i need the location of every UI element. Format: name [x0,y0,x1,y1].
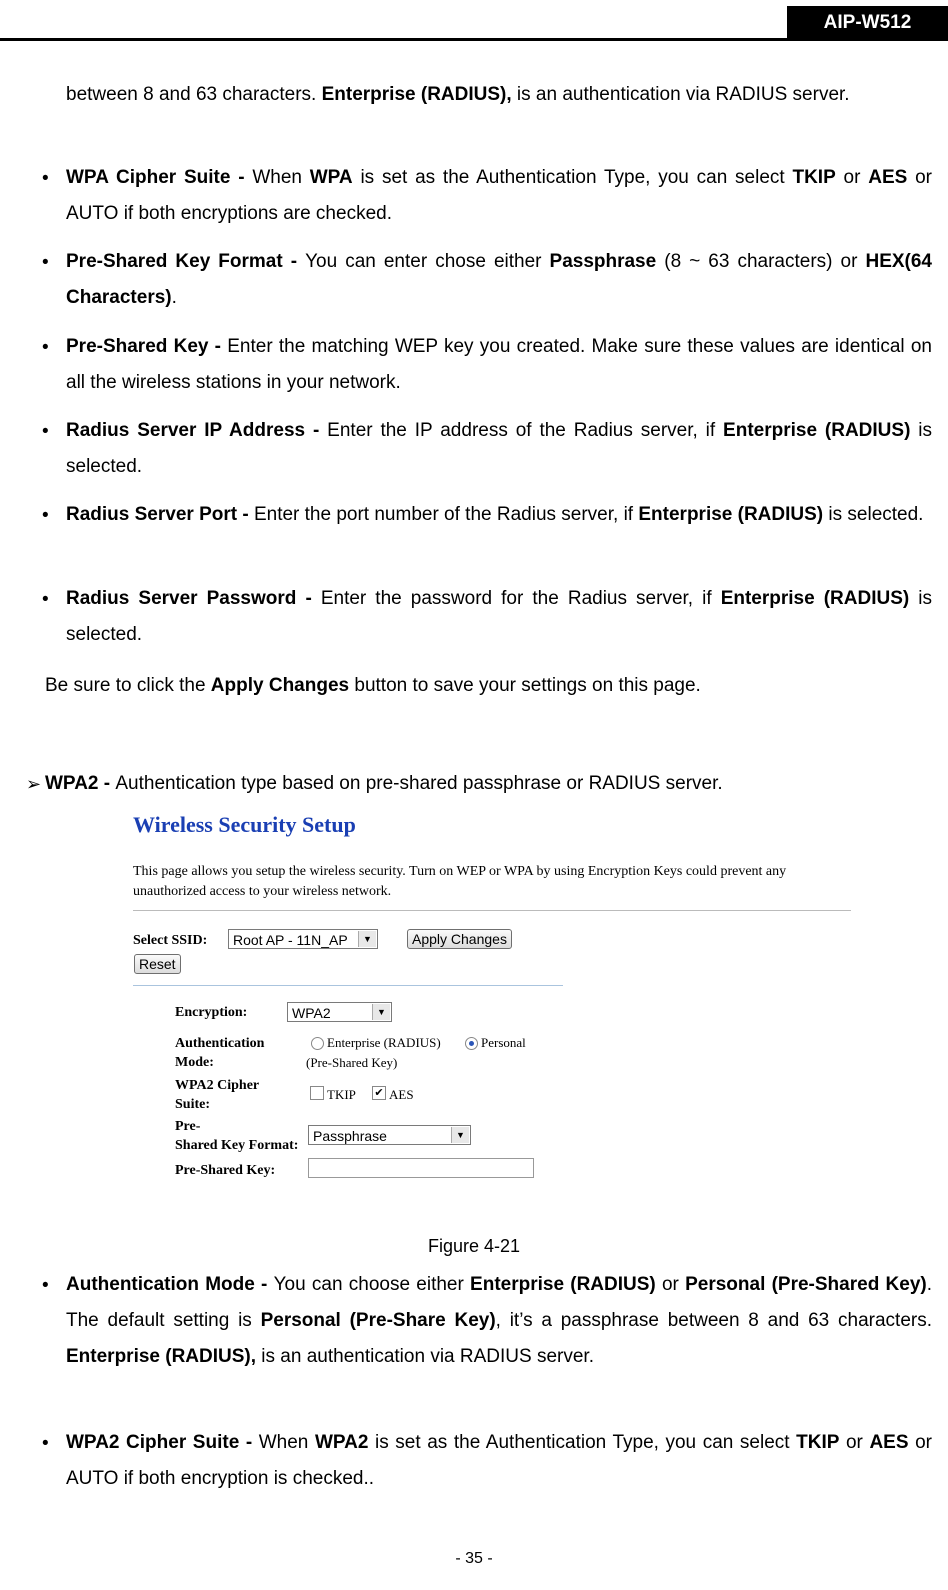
text: is an authentication via RADIUS server. [511,84,850,105]
figure-caption: Figure 4-21 [427,1236,521,1256]
aes-checkbox[interactable] [372,1086,386,1100]
model-tag: AIP-W512 [787,6,948,40]
bold-term: Radius Server IP Address - [66,420,328,441]
text: Enter the password for the Radius server, if [320,588,721,609]
tkip-label: TKIP [327,1087,356,1102]
text: Enter the IP address of the Radius server, if [327,420,724,441]
auth-enterprise-label: Enterprise (RADIUS) [327,1035,441,1050]
psk-input[interactable] [308,1158,534,1178]
checkmark-icon: ✔ [374,1087,384,1099]
chevron-down-icon: ▼ [451,1127,469,1143]
text: Be sure to click the [45,675,211,696]
label-line: Shared Key Format: [175,1138,299,1153]
text: You can choose either [273,1274,471,1295]
bold-term: Personal (Pre-Share Key) [260,1310,496,1331]
text: is selected. [66,420,933,477]
bold-term: TKIP [796,1432,840,1453]
cipher-suite-label [175,1076,259,1114]
screenshot-title: Wireless Security Setup [133,812,356,837]
reset-button[interactable]: Reset [134,954,181,974]
bullet-icon: • [42,505,49,526]
label-line: WPA2 Cipher [175,1078,260,1093]
bold-term: Radius Server Password - [66,588,321,609]
bold-term: WPA2 [314,1432,369,1453]
bold-term: Enterprise (RADIUS), [66,1346,257,1367]
bold-term: HEX(64 Characters) [66,251,932,308]
screenshot-description: This page allows you setup the wireless security. Turn on WEP or WPA by using Encryption Keys could prevent any unauthorized access to your wireless network. [133,864,787,899]
bullet-icon: • [42,337,49,358]
bold-term: Enterprise (RADIUS) [720,588,910,609]
text: is set as the Authentication Type, you can select [352,167,793,188]
apply-note [45,668,701,704]
page-number: - 35 - [455,1550,493,1567]
text: between 8 and 63 characters. [66,84,322,105]
psk-format-select[interactable] [308,1125,471,1145]
text: Enter the matching WEP key you created. Make sure these values are identical on all the wireless stations in your network. [66,336,932,393]
encryption-value: WPA2 [292,1005,331,1021]
select-ssid-label: Select SSID: [133,933,208,948]
psk-label: Pre-Shared Key: [175,1163,276,1178]
text: When [258,1432,315,1453]
bullet-icon: • [42,1275,49,1296]
text: , it’s a passphrase between 8 and 63 characters. [495,1310,932,1331]
divider [133,910,851,911]
bullet-icon: • [42,168,49,189]
label-line: Suite: [175,1097,210,1112]
text: (8 ~ 63 characters) or [656,251,866,272]
encryption-select[interactable] [287,1002,392,1022]
bold-term: WPA Cipher Suite - [66,167,253,188]
bold-term: Personal (Pre-Shared Key) [685,1274,927,1295]
label-line: Pre- [175,1119,201,1134]
text: or [835,167,869,188]
bullet-psk-format [66,244,932,316]
chevron-down-icon: ▼ [372,1004,390,1020]
bold-term: Enterprise (RADIUS), [321,84,512,105]
text: or AUTO if both encryptions are checked. [66,167,932,224]
arrow-bullet-icon: ➢ [26,774,42,794]
text: . The default setting is [66,1274,932,1331]
text: . [171,287,177,308]
auth-personal-sub: (Pre-Shared Key) [306,1055,398,1070]
text: is selected. [66,588,932,645]
text: Enter the port number of the Radius server, if [253,504,639,525]
psk-format-value: Passphrase [313,1128,387,1144]
bold-term: Enterprise (RADIUS) [470,1274,656,1295]
text: When [252,167,310,188]
bullet-radius-ip [66,413,932,485]
bullet-icon: • [42,252,49,273]
bold-term: Radius Server Port - [66,504,254,525]
bullet-icon: • [42,421,49,442]
apply-changes-button[interactable]: Apply Changes [407,929,512,949]
bullet-wpa-cipher [66,160,932,232]
ssid-select[interactable] [228,929,378,949]
bold-term: Enterprise (RADIUS) [723,420,911,441]
bold-term: Pre-Shared Key Format - [66,251,306,272]
text: is set as the Authentication Type, you can select [368,1432,797,1453]
chevron-down-icon: ▼ [358,931,376,947]
bullet-icon: • [42,1433,49,1454]
divider [133,985,563,986]
tkip-checkbox[interactable] [310,1086,324,1100]
text: or [655,1274,686,1295]
text: Authentication type based on pre-shared passphrase or RADIUS server. [115,773,723,794]
auth-personal-radio[interactable] [465,1037,478,1050]
bold-term: Passphrase [549,251,657,272]
header-rule [0,38,948,41]
psk-format-label [175,1117,298,1155]
wpa2-heading [45,766,723,802]
bold-term: Enterprise (RADIUS) [638,504,824,525]
bold-term: WPA2 Cipher Suite - [66,1432,259,1453]
text: is selected. [823,504,924,525]
bullet-radius-port [66,497,932,533]
label-line: Mode: [175,1055,214,1070]
bullet-icon: • [42,589,49,610]
bold-term: AES [868,167,908,188]
text: or AUTO if both encryption is checked.. [66,1432,932,1489]
auth-personal-label: Personal [481,1035,526,1050]
encryption-label: Encryption: [175,1005,248,1020]
paragraph-wpa-auth-cont [66,77,932,113]
bold-term: TKIP [792,167,836,188]
bullet-psk [66,329,932,401]
text: You can enter chose either [305,251,550,272]
wireless-security-screenshot [130,812,860,1192]
bold-term: WPA2 - [45,773,116,794]
label-line: Authentication [175,1036,265,1051]
bold-term: Apply Changes [210,675,350,696]
bullet-auth-mode [66,1267,932,1375]
ssid-value: Root AP - 11N_AP [233,932,348,948]
text: button to save your settings on this page. [349,675,701,696]
bold-term: AES [869,1432,909,1453]
bold-term: Authentication Mode - [66,1274,274,1295]
bold-term: Pre-Shared Key - [66,336,228,357]
bullet-radius-password [66,581,932,653]
auth-enterprise-radio[interactable] [311,1037,324,1050]
text: or [839,1432,870,1453]
aes-label: AES [389,1087,414,1102]
bullet-wpa2-cipher [66,1425,932,1497]
text: is an authentication via RADIUS server. [256,1346,594,1367]
bold-term: WPA [309,167,353,188]
auth-mode-label [175,1034,264,1072]
